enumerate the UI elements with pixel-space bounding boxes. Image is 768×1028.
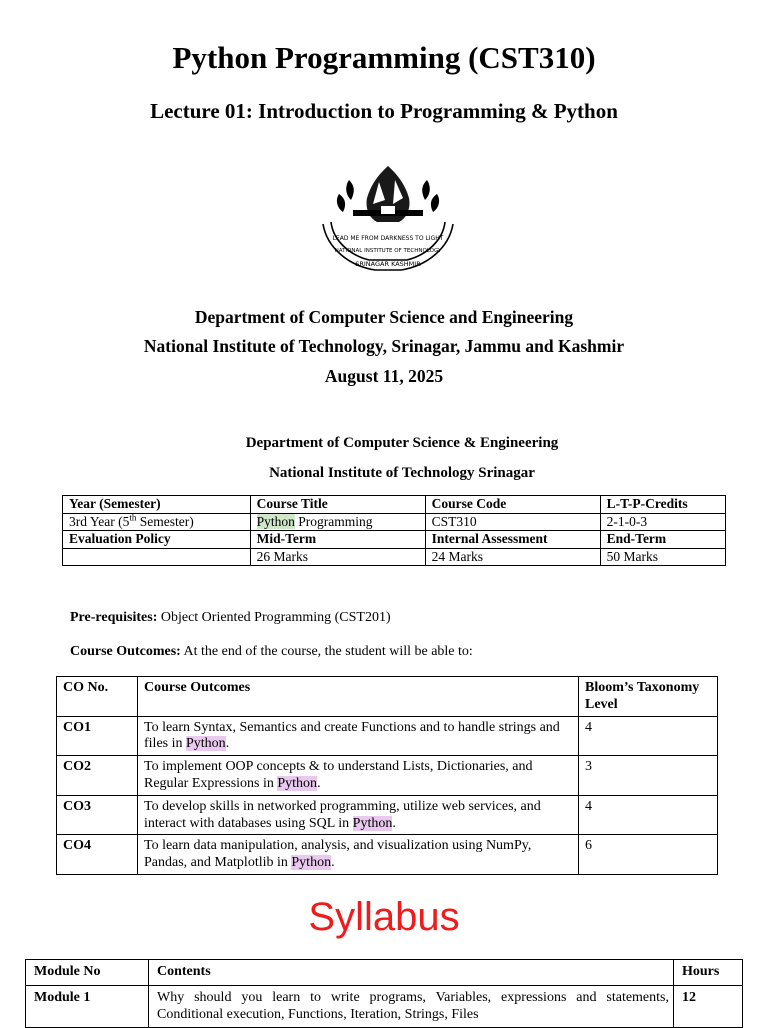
prerequisites-text: Object Oriented Programming (CST201) [157, 610, 391, 625]
course-info-table [62, 495, 726, 566]
table-header-cell: Year (Semester) [63, 496, 251, 514]
table-header-cell: Evaluation Policy [63, 531, 251, 549]
institute-name: National Institute of Technology, Srinagar, Jammu and Kashmir [143, 336, 625, 356]
course-title-rest: Programming [294, 513, 373, 529]
co-text: To learn data manipulation, analysis, and visualization using NumPy, Pandas, and Matplotlib in [144, 838, 532, 871]
course-outcomes-label: Course Outcomes: [70, 644, 181, 659]
page-title: Python Programming (CST310) [172, 40, 596, 75]
highlighted-word: Python [186, 736, 226, 752]
course-outcomes-intro [70, 644, 473, 660]
empty-cell [63, 548, 251, 566]
module-hours: 12 [674, 985, 743, 1028]
bloom-level: 3 [579, 756, 718, 796]
co-text: To develop skills in networked programming, utilize web services, and interact with databases using SQL in [144, 798, 541, 831]
module-contents: Why should you learn to write programs, Variables, expressions and statements, Conditional execution, Functions, Iteration, Strings, Files [149, 985, 674, 1028]
year-text: 3rd Year (5 [69, 513, 130, 529]
table-header-cell: Hours [674, 960, 743, 986]
table-row [63, 513, 726, 531]
lecture-subtitle: Lecture 01: Introduction to Programming & Python [150, 99, 618, 123]
table-row [63, 496, 726, 514]
table-header-cell: Course Code [425, 496, 600, 514]
year-superscript: th [129, 512, 137, 522]
table-row [57, 716, 718, 756]
year-semester-cell [63, 513, 251, 531]
co-text-end: . [392, 815, 396, 831]
mid-term-marks: 26 Marks [250, 548, 425, 566]
co-text-end: . [317, 775, 321, 791]
syllabus-heading: Syllabus [308, 895, 460, 939]
co-number: CO1 [57, 716, 138, 756]
table-header-cell: CO No. [57, 677, 138, 717]
course-code-cell: CST310 [425, 513, 600, 531]
table-header-cell: Internal Assessment [425, 531, 600, 549]
co-description [138, 716, 579, 756]
bloom-level: 4 [579, 716, 718, 756]
highlighted-word: Python [291, 855, 332, 871]
highlighted-word: Python [277, 775, 318, 791]
logo-ring-text: NATIONAL INSTITUTE OF TECHNOLOGY [334, 248, 442, 254]
table-row [57, 756, 718, 796]
nit-srinagar-logo [309, 160, 467, 275]
department-name: Department of Computer Science and Engineering [194, 307, 574, 327]
highlighted-word: Python [352, 815, 393, 831]
co-description [138, 835, 579, 875]
lecture-date: August 11, 2025 [324, 366, 444, 386]
co-description [138, 756, 579, 796]
prerequisites-label: Pre-requisites: [70, 610, 158, 625]
co-text-end: . [331, 855, 335, 871]
table-row [63, 531, 726, 549]
table-row [26, 960, 743, 986]
co-number: CO4 [57, 835, 138, 875]
co-text-end: . [225, 736, 230, 752]
co-text: To learn Syntax, Semantics and create Functions and to handle strings and files in [144, 719, 560, 752]
internal-assessment-marks: 24 Marks [425, 548, 600, 566]
bloom-level: 6 [579, 835, 718, 875]
course-outcomes-table [56, 676, 718, 875]
semester-text: Semester) [136, 513, 194, 529]
table-header-cell: L-T-P-Credits [600, 496, 725, 514]
co-number: CO2 [57, 756, 138, 796]
course-outcomes-text: At the end of the course, the student will be able to: [180, 644, 473, 659]
table-row [57, 835, 718, 875]
table-header-cell: Bloom’s Taxonomy Level [579, 677, 718, 717]
logo-motto: LEAD ME FROM DARKNESS TO LIGHT [332, 235, 444, 242]
table-header-cell: Module No [26, 960, 149, 986]
prerequisites [70, 610, 391, 626]
logo-place-text: SRINAGAR KASHMIR [355, 260, 421, 268]
bloom-level: 4 [579, 795, 718, 835]
co-text: To implement OOP concepts & to understand Lists, Dictionaries, and Regular Expressions in [144, 759, 533, 791]
table-header-cell: Course Title [250, 496, 425, 514]
course-title-cell [250, 513, 425, 531]
table-header-cell: Course Outcomes [138, 677, 579, 717]
table-row [26, 985, 743, 1028]
highlighted-word: Python [256, 513, 295, 529]
module-number: Module 1 [26, 985, 149, 1028]
ltp-credits-cell: 2-1-0-3 [600, 513, 725, 531]
end-term-marks: 50 Marks [600, 548, 725, 566]
table-row [57, 677, 718, 717]
course-department: Department of Computer Science & Engineering [245, 435, 559, 451]
table-header-cell: Mid-Term [250, 531, 425, 549]
syllabus-table [25, 959, 743, 1028]
co-description [138, 795, 579, 835]
table-row [57, 795, 718, 835]
co-number: CO3 [57, 795, 138, 835]
table-row [63, 548, 726, 566]
table-header-cell: Contents [149, 960, 674, 986]
course-institute: National Institute of Technology Srinagar [269, 465, 535, 481]
table-header-cell: End-Term [600, 531, 725, 549]
